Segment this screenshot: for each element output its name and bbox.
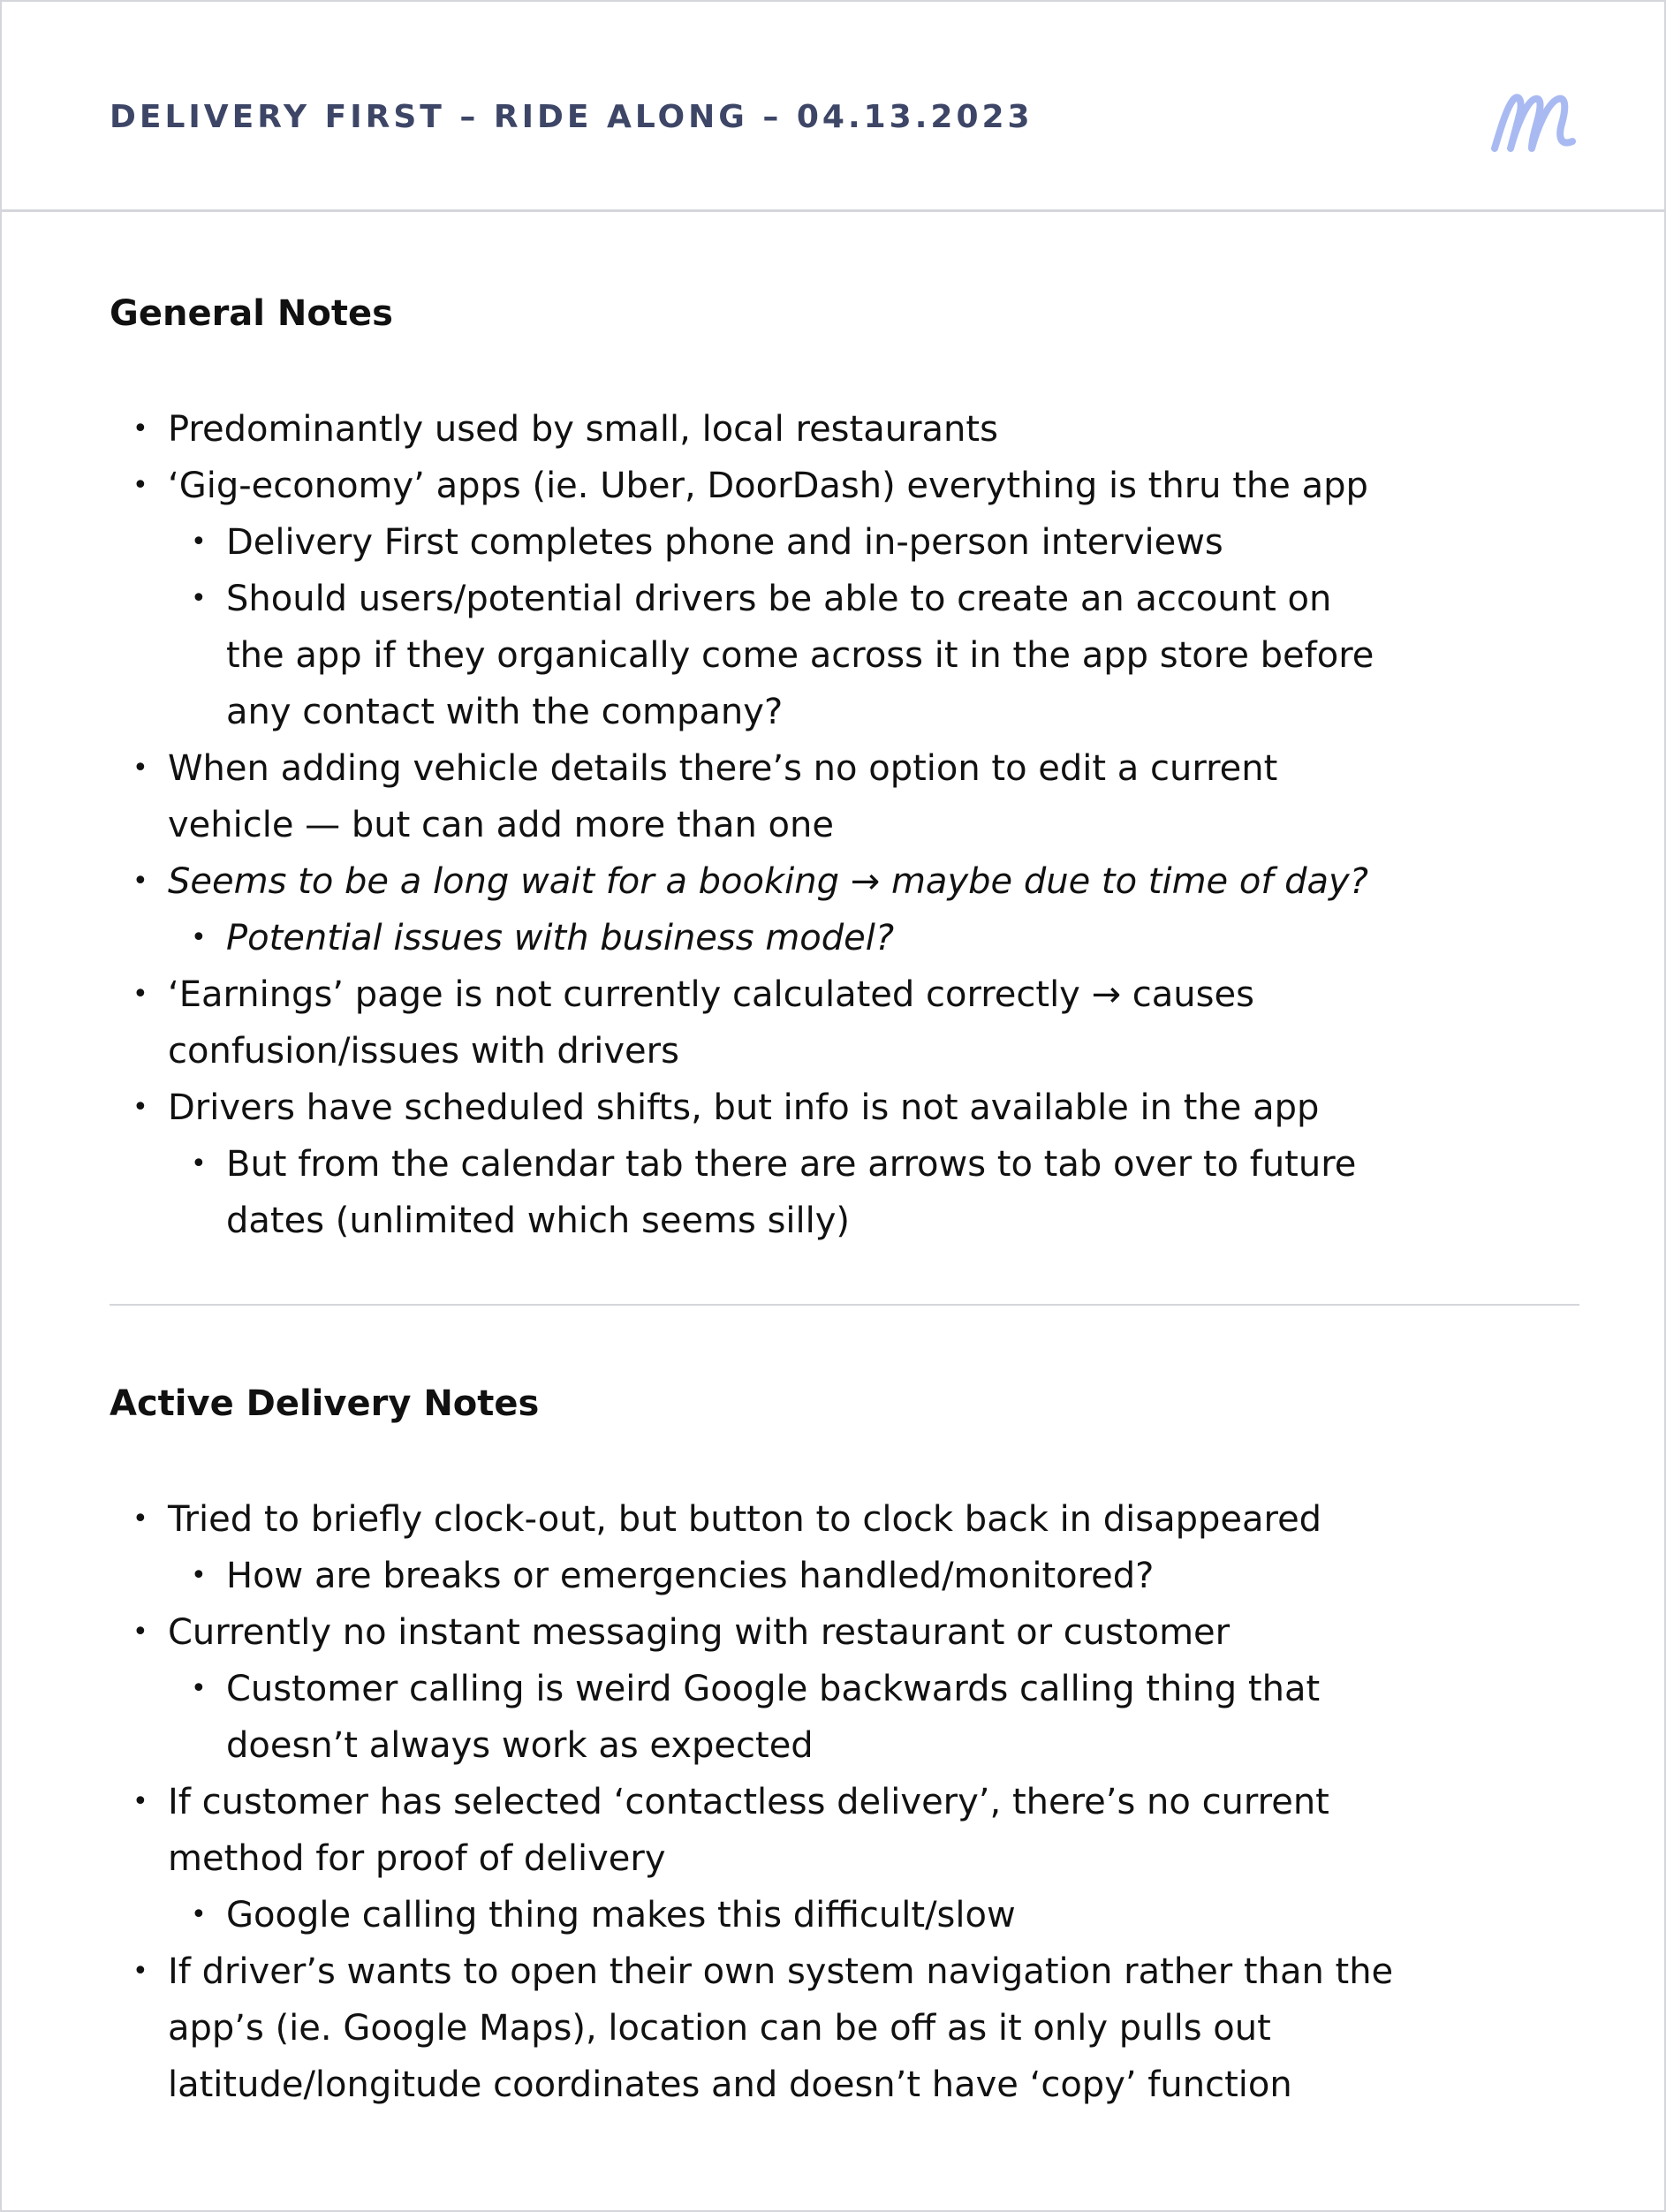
bullet-icon: • [133, 866, 148, 897]
list-item [191, 1136, 1357, 1249]
list-item-line: ‘Gig-economy’ apps (ie. Uber, DoorDash) everything is thru the app [168, 466, 1368, 506]
list-item [191, 1661, 1321, 1774]
list-item [133, 1491, 1322, 1548]
list-item-line: vehicle — but can add more than one [168, 805, 834, 845]
list-item-line: But from the calendar tab there are arrows to tab over to future [226, 1144, 1357, 1185]
bullet-icon: • [191, 1560, 207, 1591]
bullet-icon: • [191, 1148, 207, 1179]
list-item [133, 966, 1254, 1079]
list-item [191, 571, 1374, 740]
bullet-icon: • [133, 979, 148, 1010]
bullet-icon: • [191, 583, 207, 614]
list-item-line: When adding vehicle details there’s no option to edit a current [168, 748, 1278, 789]
bullet-icon: • [133, 753, 148, 784]
list-item-line: Google calling thing makes this difficult/slow [226, 1895, 1016, 1936]
bullet-icon: • [133, 470, 148, 501]
section-divider [110, 1304, 1579, 1306]
list-item-line: Tried to briefly clock-out, but button to clock back in disappeared [168, 1499, 1322, 1540]
list-item-line: Predominantly used by small, local restaurants [168, 409, 998, 450]
list-item-line: Seems to be a long wait for a booking → maybe due to time of day? [168, 861, 1368, 902]
list-item-line: any contact with the company? [226, 692, 784, 732]
list-item-line: app’s (ie. Google Maps), location can be off as it only pulls out [168, 2008, 1271, 2049]
list-item-line: dates (unlimited which seems silly) [226, 1201, 851, 1241]
list-item-line: If customer has selected ‘contactless delivery’, there’s no current [168, 1782, 1329, 1822]
list-item-line: latitude/longitude coordinates and doesn’t have ‘copy’ function [168, 2064, 1292, 2105]
bullet-icon: • [191, 1673, 207, 1704]
script-m-logo-icon [1488, 80, 1585, 159]
bullet-icon: • [133, 1617, 148, 1648]
list-item-line: Delivery First completes phone and in-person interviews [226, 522, 1223, 563]
list-item [191, 514, 1223, 571]
list-item-line: If driver’s wants to open their own system navigation rather than the [168, 1951, 1394, 1992]
active-delivery-notes-heading: Active Delivery Notes [110, 1383, 540, 1424]
list-item-line: Currently no instant messaging with restaurant or customer [168, 1612, 1231, 1653]
document-header [2, 2, 1664, 212]
general-notes-heading: General Notes [110, 293, 393, 334]
list-item [133, 1079, 1320, 1136]
bullet-icon: • [133, 1504, 148, 1534]
bullet-icon: • [191, 526, 207, 557]
list-item-line: the app if they organically come across it in the app store before [226, 635, 1374, 676]
list-item-line: confusion/issues with drivers [168, 1031, 679, 1072]
list-item [133, 1774, 1329, 1887]
bullet-icon: • [133, 413, 148, 444]
list-item-line: How are breaks or emergencies handled/monitored? [226, 1556, 1155, 1596]
list-item [133, 1604, 1231, 1661]
bullet-icon: • [133, 1956, 148, 1987]
list-item-line: Drivers have scheduled shifts, but info is not available in the app [168, 1087, 1320, 1128]
bullet-icon: • [191, 922, 207, 953]
list-item-line: ‘Earnings’ page is not currently calculated correctly → causes [168, 974, 1254, 1015]
list-item-line: method for proof of delivery [168, 1838, 666, 1879]
bullet-icon: • [133, 1092, 148, 1123]
list-item [191, 910, 895, 966]
list-item-line: Potential issues with business model? [226, 918, 895, 958]
list-item [133, 1943, 1394, 2113]
bullet-icon: • [191, 1899, 207, 1930]
bullet-icon: • [133, 1786, 148, 1817]
document-title: DELIVERY FIRST – RIDE ALONG – 04.13.2023 [110, 99, 1034, 135]
list-item [191, 1548, 1155, 1604]
list-item [133, 401, 998, 458]
list-item [133, 853, 1368, 910]
list-item [133, 740, 1278, 853]
list-item-line: doesn’t always work as expected [226, 1725, 814, 1766]
list-item [191, 1887, 1016, 1943]
list-item-line: Customer calling is weird Google backwards calling thing that [226, 1669, 1321, 1709]
list-item-line: Should users/potential drivers be able to create an account on [226, 579, 1332, 619]
list-item [133, 458, 1368, 514]
